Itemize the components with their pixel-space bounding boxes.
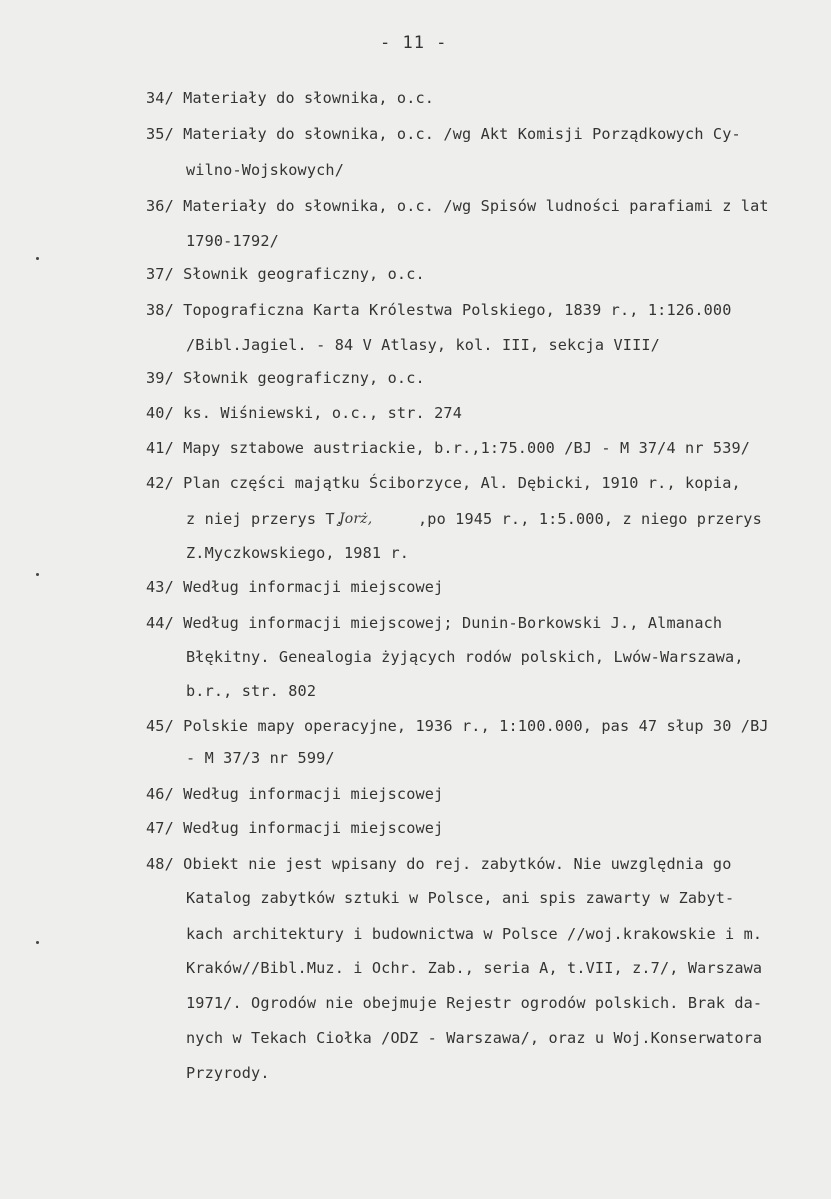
footnote-42-line-3: Z.Myczkowskiego, 1981 r.	[186, 544, 410, 562]
margin-dot	[36, 941, 39, 944]
footnote-42-line-2-end: ,po 1945 r., 1:5.000, z niego przerys	[418, 510, 762, 528]
footnote-44-line-2: Błękitny. Genealogia żyjących rodów polskich, Lwów-Warszawa,	[186, 648, 744, 666]
footnote-43: 43/ Według informacji miejscowej	[146, 578, 444, 596]
footnote-47: 47/ Według informacji miejscowej	[146, 819, 444, 837]
footnote-48-line-1: 48/ Obiekt nie jest wpisany do rej. zabytków. Nie uwzględnia go	[146, 855, 732, 873]
footnote-35-line-1: 35/ Materiały do słownika, o.c. /wg Akt Komisji Porządkowych Cy-	[146, 125, 741, 143]
footnote-44-line-3: b.r., str. 802	[186, 682, 317, 700]
footnote-44-line-1: 44/ Według informacji miejscowej; Dunin-Borkowski J., Almanach	[146, 614, 723, 632]
margin-dot	[36, 573, 39, 576]
footnote-38-line-2: /Bibl.Jagiel. - 84 V Atlasy, kol. III, sekcja VIII/	[186, 336, 660, 354]
handwritten-insert: Jorż,	[339, 511, 373, 527]
footnote-48-line-6: nych w Tekach Ciołka /ODZ - Warszawa/, oraz u Woj.Konserwatora	[186, 1029, 763, 1047]
footnote-48-line-3: kach architektury i budownictwa w Polsce //woj.krakowskie i m.	[186, 925, 763, 943]
footnote-48-line-4: Kraków//Bibl.Muz. i Ochr. Zab., seria A, t.VII, z.7/, Warszawa	[186, 959, 763, 977]
footnote-38-line-1: 38/ Topograficzna Karta Królestwa Polskiego, 1839 r., 1:126.000	[146, 301, 732, 319]
footnote-45-line-2: - M 37/3 nr 599/	[186, 749, 335, 767]
footnote-48-line-7: Przyrody.	[186, 1064, 270, 1082]
page-number: - 11 -	[380, 33, 448, 53]
footnote-34: 34/ Materiały do słownika, o.c.	[146, 89, 435, 107]
footnote-36-line-2: 1790-1792/	[186, 232, 279, 250]
footnote-39: 39/ Słownik geograficzny, o.c.	[146, 369, 425, 387]
footnote-48-line-5: 1971/. Ogrodów nie obejmuje Rejestr ogrodów polskich. Brak da-	[186, 994, 763, 1012]
footnote-42-line-2-start: z niej przerys T.	[186, 510, 344, 528]
footnote-45-line-1: 45/ Polskie mapy operacyjne, 1936 r., 1:100.000, pas 47 słup 30 /BJ	[146, 717, 769, 735]
footnote-41: 41/ Mapy sztabowe austriackie, b.r.,1:75.000 /BJ - M 37/4 nr 539/	[146, 439, 751, 457]
footnote-46: 46/ Według informacji miejscowej	[146, 785, 444, 803]
footnote-48-line-2: Katalog zabytków sztuki w Polsce, ani spis zawarty w Zabyt-	[186, 889, 735, 907]
footnote-35-line-2: wilno-Wojskowych/	[186, 161, 344, 179]
footnote-40: 40/ ks. Wiśniewski, o.c., str. 274	[146, 404, 462, 422]
footnote-37: 37/ Słownik geograficzny, o.c.	[146, 265, 425, 283]
margin-dot	[36, 257, 39, 260]
footnote-36-line-1: 36/ Materiały do słownika, o.c. /wg Spisów ludności parafiami z lat	[146, 197, 769, 215]
footnote-42-line-1: 42/ Plan części majątku Ściborzyce, Al. Dębicki, 1910 r., kopia,	[146, 474, 741, 492]
